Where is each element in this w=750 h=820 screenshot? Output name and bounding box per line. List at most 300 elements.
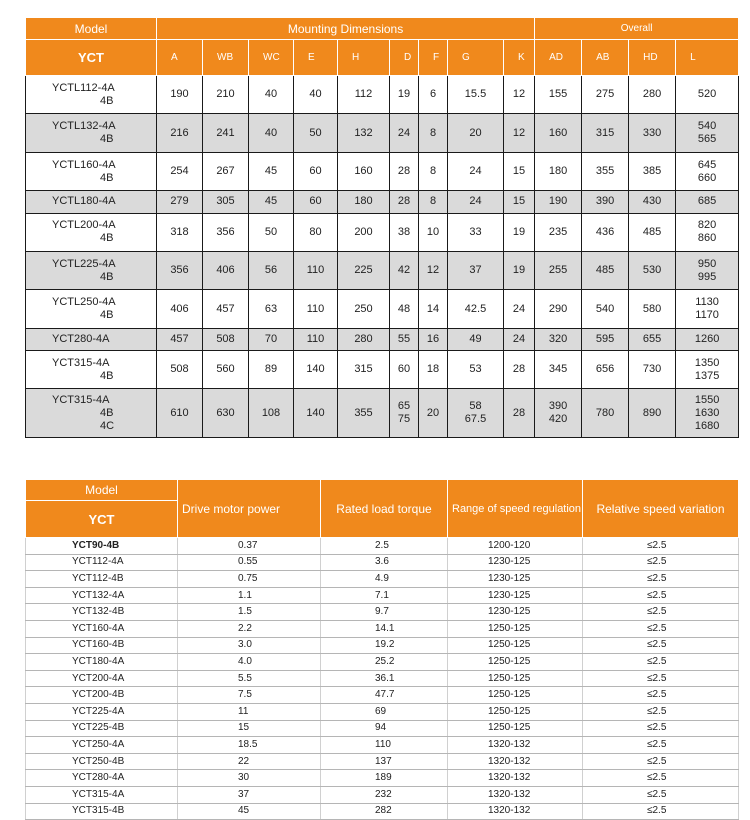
dimension-value: 28: [397, 165, 411, 178]
dimension-value: 28: [512, 363, 526, 376]
dimension-cell-wc: [249, 114, 294, 152]
table-row: [26, 637, 739, 654]
model-cell: YCT180-4A: [26, 654, 178, 671]
relative-speed-variation-cell: ≤2.5: [583, 753, 739, 770]
rated-load-torque-cell: 47.7: [321, 687, 448, 704]
dimension-cell-hd: [629, 290, 676, 328]
relative-speed-variation-cell: ≤2.5: [583, 538, 739, 555]
dimension-cell-k: [504, 328, 535, 350]
dimension-cell-hd: [629, 191, 676, 213]
table-row: [26, 770, 739, 787]
dimension-value: 110: [306, 302, 325, 315]
model-cell: [26, 114, 157, 152]
relative-speed-variation-cell: ≤2.5: [583, 604, 739, 621]
dimension-value: 20: [426, 406, 440, 419]
dimension-value: 950: [697, 257, 717, 270]
rated-load-torque-cell: 232: [321, 786, 448, 803]
dimension-cell-k: [504, 114, 535, 152]
dimension-cell-h: [338, 152, 390, 190]
model-label: YCT315-4A: [52, 393, 110, 406]
dimension-cell-k: [504, 191, 535, 213]
dimension-value: 40: [309, 88, 322, 101]
dimension-cell-e: [294, 389, 338, 438]
dimension-value: 645: [697, 158, 717, 171]
dimension-value: 56: [264, 264, 278, 277]
model-label: 4B: [100, 369, 114, 382]
dimension-value: 457: [216, 302, 235, 315]
dimension-value: 780: [595, 406, 615, 419]
dimension-cell-h: [338, 114, 390, 152]
dimension-value: 19: [512, 264, 526, 277]
dimension-value: 485: [595, 264, 615, 277]
mounting-dimensions-header: Mounting Dimensions: [157, 18, 535, 40]
dimension-value: 60: [309, 195, 322, 208]
speed-regulation-range-cell: 1230-125: [448, 571, 583, 588]
relative-speed-variation-cell: ≤2.5: [583, 654, 739, 671]
dimension-cell-wb: [203, 191, 249, 213]
table-row: [26, 251, 739, 289]
dimension-cell-ab: [582, 290, 629, 328]
dimension-value: 12: [512, 126, 526, 139]
dimension-cell-f: [419, 389, 448, 438]
dimension-cell-ab: [582, 152, 629, 190]
dimension-value: 890: [642, 406, 662, 419]
model-label: 4B: [100, 232, 114, 245]
dimension-value: 565: [697, 133, 717, 146]
relative-speed-variation-cell: ≤2.5: [583, 687, 739, 704]
dimension-value: 655: [642, 332, 662, 345]
drive-motor-power-cell: 22: [178, 753, 321, 770]
dimension-cell-ab: [582, 76, 629, 114]
dimension-cell-l: [676, 76, 739, 114]
rated-load-torque-header: Rated load torque: [321, 480, 448, 538]
dimension-value: 1170: [695, 309, 719, 322]
dimension-cell-ad: [535, 213, 582, 251]
dimension-cell-g: [448, 328, 504, 350]
dimension-value: 430: [642, 195, 662, 208]
table-row: [26, 328, 739, 350]
dimension-cell-wc: [249, 76, 294, 114]
dimension-cell-ad: [535, 114, 582, 152]
dimension-value: 18: [426, 363, 440, 376]
rated-load-torque-cell: 25.2: [321, 654, 448, 671]
dimension-cell-ad: [535, 328, 582, 350]
dimension-value: 250: [354, 302, 373, 315]
dimension-value: 860: [697, 232, 717, 245]
dimension-value: 155: [548, 88, 568, 101]
dimension-cell-g: [448, 251, 504, 289]
dimension-cell-h: [338, 290, 390, 328]
dimension-cell-l: [676, 213, 739, 251]
dimension-value: 45: [264, 165, 278, 178]
dimension-value: 406: [216, 264, 235, 277]
drive-motor-power-cell: 15: [178, 720, 321, 737]
speed-regulation-range-cell: 1320-132: [448, 737, 583, 754]
dimension-cell-wc: [249, 213, 294, 251]
model-cell: YCT225-4B: [26, 720, 178, 737]
dimension-cell-d: [390, 251, 419, 289]
column-header-h: H: [338, 40, 390, 76]
dimension-cell-k: [504, 290, 535, 328]
relative-speed-variation-cell: ≤2.5: [583, 554, 739, 571]
dimension-value: 560: [216, 363, 235, 376]
dimension-value: 200: [354, 225, 373, 238]
rated-load-torque-cell: 110: [321, 737, 448, 754]
column-header-k: K: [504, 40, 535, 76]
dimension-cell-k: [504, 251, 535, 289]
dimension-cell-h: [338, 351, 390, 389]
rated-load-torque-cell: 9.7: [321, 604, 448, 621]
dimension-cell-a: [157, 290, 203, 328]
model-label: YCT280-4A: [52, 332, 110, 345]
speed-regulation-range-cell: 1250-125: [448, 637, 583, 654]
rated-load-torque-cell: 189: [321, 770, 448, 787]
dimension-value: 385: [642, 165, 662, 178]
dimension-value: 45: [264, 195, 278, 208]
model-cell: [26, 76, 157, 114]
dimension-value: 53: [469, 363, 482, 376]
dimension-value: 508: [216, 332, 235, 345]
model-cell: [26, 251, 157, 289]
dimension-value: 20: [469, 126, 482, 139]
table-row: [26, 737, 739, 754]
dimension-value: 420: [548, 413, 568, 426]
rated-load-torque-cell: 2.5: [321, 538, 448, 555]
dimension-value: 80: [309, 225, 322, 238]
dimension-cell-wb: [203, 152, 249, 190]
relative-speed-variation-cell: ≤2.5: [583, 803, 739, 820]
dimension-value: 1260: [694, 332, 720, 345]
model-cell: [26, 152, 157, 190]
dimension-value: 108: [261, 406, 281, 419]
dimension-value: 10: [426, 225, 440, 238]
model-cell: [26, 191, 157, 213]
dimension-value: 390: [548, 400, 568, 413]
dimension-cell-wc: [249, 389, 294, 438]
table-row: [26, 152, 739, 190]
dimension-cell-e: [294, 251, 338, 289]
dimension-value: 235: [548, 225, 568, 238]
dimension-cell-wc: [249, 191, 294, 213]
dimension-value: 457: [170, 332, 189, 345]
relative-speed-variation-cell: ≤2.5: [583, 770, 739, 787]
dimension-value: 356: [170, 264, 189, 277]
dimension-value: 15: [512, 195, 526, 208]
dimension-cell-a: [157, 114, 203, 152]
dimension-value: 685: [697, 195, 717, 208]
dimension-cell-hd: [629, 76, 676, 114]
dimension-cell-e: [294, 290, 338, 328]
rated-load-torque-cell: 3.6: [321, 554, 448, 571]
dimension-cell-e: [294, 152, 338, 190]
speed-regulation-range-cell: 1230-125: [448, 554, 583, 571]
table-row: [26, 604, 739, 621]
speed-regulation-range-cell: 1250-125: [448, 654, 583, 671]
column-header-a: A: [157, 40, 203, 76]
dimension-value: 540: [697, 120, 717, 133]
dimension-cell-d: [390, 213, 419, 251]
dimension-cell-g: [448, 213, 504, 251]
dimension-value: 50: [309, 126, 322, 139]
drive-motor-power-header: Drive motor power: [178, 480, 321, 538]
dimension-cell-f: [419, 251, 448, 289]
dimension-value: 112: [354, 88, 373, 101]
dimension-cell-d: [390, 351, 419, 389]
model-label: 4B: [100, 94, 114, 107]
dimension-value: 28: [512, 406, 526, 419]
dimension-value: 280: [354, 332, 373, 345]
dimension-value: 320: [548, 332, 568, 345]
dimension-value: 580: [642, 302, 662, 315]
table-row: [26, 114, 739, 152]
dimension-value: 390: [595, 195, 615, 208]
dimension-cell-h: [338, 328, 390, 350]
speed-regulation-table: [25, 479, 739, 820]
dimension-value: 225: [354, 264, 373, 277]
table-row: [26, 670, 739, 687]
model-cell: YCT200-4A: [26, 670, 178, 687]
dimension-value: 318: [170, 225, 189, 238]
rated-load-torque-cell: 137: [321, 753, 448, 770]
rated-load-torque-cell: 19.2: [321, 637, 448, 654]
dimension-value: 58: [469, 400, 482, 413]
model-cell: [26, 290, 157, 328]
dimension-value: 24: [469, 165, 482, 178]
table-row: [26, 654, 739, 671]
column-header-ab: AB: [582, 40, 629, 76]
dimension-value: 8: [429, 165, 437, 178]
dimension-cell-k: [504, 76, 535, 114]
model-cell: YCT200-4B: [26, 687, 178, 704]
dimension-cell-g: [448, 76, 504, 114]
dimension-value: 65: [397, 400, 411, 413]
dimension-value: 255: [548, 264, 568, 277]
drive-motor-power-cell: 37: [178, 786, 321, 803]
dimension-cell-g: [448, 152, 504, 190]
relative-speed-variation-header: Relative speed variation: [583, 480, 739, 538]
dimension-value: 40: [264, 88, 278, 101]
dimension-cell-e: [294, 213, 338, 251]
dimension-value: 190: [548, 195, 568, 208]
column-header-l: L: [676, 40, 739, 76]
speed-regulation-range-cell: 1320-132: [448, 770, 583, 787]
drive-motor-power-cell: 0.55: [178, 554, 321, 571]
dimension-cell-d: [390, 114, 419, 152]
dimension-cell-hd: [629, 152, 676, 190]
drive-motor-power-cell: 4.0: [178, 654, 321, 671]
model-label: YCT315-4A: [52, 356, 110, 369]
speed-regulation-range-cell: 1320-132: [448, 786, 583, 803]
dimension-cell-ad: [535, 251, 582, 289]
model-label: YCTL180-4A: [52, 195, 116, 208]
dimension-cell-l: [676, 351, 739, 389]
dimension-cell-k: [504, 152, 535, 190]
dimension-cell-k: [504, 213, 535, 251]
dimension-value: 16: [426, 332, 440, 345]
table-row: [26, 687, 739, 704]
dimension-cell-e: [294, 191, 338, 213]
dimension-value: 508: [170, 363, 189, 376]
model-cell: YCT225-4A: [26, 703, 178, 720]
model-label: 4B: [100, 171, 114, 184]
dimension-value: 132: [354, 126, 373, 139]
dimension-value: 305: [216, 195, 235, 208]
dimension-cell-f: [419, 290, 448, 328]
speed-regulation-range-cell: 1250-125: [448, 620, 583, 637]
table-row: [26, 213, 739, 251]
dimension-value: 50: [264, 225, 278, 238]
dimension-cell-h: [338, 251, 390, 289]
model-cell: YCT112-4A: [26, 554, 178, 571]
dimension-cell-wc: [249, 152, 294, 190]
dimension-cell-f: [419, 76, 448, 114]
dimension-cell-g: [448, 290, 504, 328]
model-header: Model: [26, 18, 157, 40]
model-header: Model: [26, 480, 178, 501]
dimension-value: 210: [216, 88, 235, 101]
dimension-cell-ab: [582, 114, 629, 152]
dimension-value: 610: [170, 406, 189, 419]
dimension-cell-wb: [203, 351, 249, 389]
dimension-value: 70: [264, 332, 278, 345]
column-header-wc: WC: [249, 40, 294, 76]
dimension-value: 33: [469, 225, 482, 238]
rated-load-torque-cell: 36.1: [321, 670, 448, 687]
model-cell: YCT315-4B: [26, 803, 178, 820]
dimension-value: 241: [216, 126, 235, 139]
table-row: [26, 191, 739, 213]
dimension-value: 1550: [694, 393, 720, 406]
dimension-cell-hd: [629, 389, 676, 438]
dimension-value: 42.5: [464, 302, 487, 315]
drive-motor-power-cell: 5.5: [178, 670, 321, 687]
dimension-value: 42: [397, 264, 411, 277]
dimension-value: 110: [306, 332, 325, 345]
dimension-cell-d: [390, 76, 419, 114]
table-row: [26, 620, 739, 637]
speed-regulation-range-cell: 1230-125: [448, 604, 583, 621]
dimension-cell-e: [294, 76, 338, 114]
dimension-cell-wc: [249, 290, 294, 328]
dimension-cell-ad: [535, 290, 582, 328]
drive-motor-power-cell: 7.5: [178, 687, 321, 704]
dimension-value: 75: [397, 413, 411, 426]
dimension-cell-hd: [629, 114, 676, 152]
table-row: [26, 290, 739, 328]
model-label: 4B: [100, 309, 114, 322]
dimension-cell-ab: [582, 389, 629, 438]
dimension-cell-a: [157, 328, 203, 350]
relative-speed-variation-cell: ≤2.5: [583, 587, 739, 604]
relative-speed-variation-cell: ≤2.5: [583, 637, 739, 654]
dimension-value: 1375: [694, 369, 720, 382]
speed-regulation-range-cell: 1200-120: [448, 538, 583, 555]
relative-speed-variation-cell: ≤2.5: [583, 786, 739, 803]
dimension-cell-g: [448, 114, 504, 152]
table-row: [26, 554, 739, 571]
model-cell: YCT132-4A: [26, 587, 178, 604]
dimension-cell-d: [390, 328, 419, 350]
dimension-value: 595: [595, 332, 615, 345]
dimension-value: 19: [397, 88, 411, 101]
dimension-value: 355: [595, 165, 615, 178]
dimension-cell-l: [676, 290, 739, 328]
dimension-cell-l: [676, 389, 739, 438]
dimension-value: 24: [512, 302, 526, 315]
relative-speed-variation-cell: ≤2.5: [583, 703, 739, 720]
table-row: [26, 753, 739, 770]
drive-motor-power-cell: 18.5: [178, 737, 321, 754]
dimension-cell-e: [294, 351, 338, 389]
dimension-cell-hd: [629, 328, 676, 350]
dimension-value: 48: [397, 302, 411, 315]
dimension-value: 38: [397, 225, 411, 238]
speed-regulation-range-cell: 1230-125: [448, 587, 583, 604]
dimension-value: 24: [469, 195, 482, 208]
relative-speed-variation-cell: ≤2.5: [583, 720, 739, 737]
dimension-value: 485: [642, 225, 662, 238]
rated-load-torque-cell: 282: [321, 803, 448, 820]
drive-motor-power-cell: 45: [178, 803, 321, 820]
model-cell: [26, 328, 157, 350]
dimension-value: 140: [306, 406, 325, 419]
table-row: [26, 571, 739, 588]
speed-regulation-range-header: Range of speed regulation: [448, 480, 583, 538]
dimension-value: 254: [170, 165, 189, 178]
dimension-value: 995: [697, 270, 717, 283]
table-row: [26, 720, 739, 737]
dimension-value: 110: [306, 264, 325, 277]
relative-speed-variation-cell: ≤2.5: [583, 571, 739, 588]
dimension-cell-l: [676, 251, 739, 289]
dimension-cell-wb: [203, 213, 249, 251]
dimension-cell-g: [448, 351, 504, 389]
model-label: YCTL200-4A: [52, 219, 116, 232]
dimension-cell-d: [390, 389, 419, 438]
dimension-value: 820: [697, 219, 717, 232]
dimension-value: 12: [426, 264, 440, 277]
dimension-value: 28: [397, 195, 411, 208]
dimension-cell-f: [419, 351, 448, 389]
column-header-f: F: [419, 40, 448, 76]
model-cell: [26, 351, 157, 389]
model-cell: [26, 389, 157, 438]
dimension-value: 530: [642, 264, 662, 277]
dimension-cell-wc: [249, 351, 294, 389]
overall-header: Overall: [535, 18, 739, 40]
table-row: [26, 351, 739, 389]
dimension-cell-h: [338, 213, 390, 251]
dimension-cell-a: [157, 351, 203, 389]
dimension-value: 660: [697, 171, 717, 184]
dimension-cell-f: [419, 152, 448, 190]
dimension-cell-ab: [582, 191, 629, 213]
speed-regulation-range-cell: 1320-132: [448, 753, 583, 770]
dimension-cell-ab: [582, 351, 629, 389]
dimension-value: 6: [429, 88, 437, 101]
dimension-cell-a: [157, 251, 203, 289]
dimension-cell-hd: [629, 213, 676, 251]
dimension-value: 275: [595, 88, 615, 101]
table-row: [26, 786, 739, 803]
dimension-cell-f: [419, 328, 448, 350]
dimension-cell-h: [338, 76, 390, 114]
relative-speed-variation-cell: ≤2.5: [583, 737, 739, 754]
dimension-cell-k: [504, 389, 535, 438]
speed-regulation-range-cell: 1250-125: [448, 703, 583, 720]
drive-motor-power-cell: 1.1: [178, 587, 321, 604]
table-row: [26, 803, 739, 820]
